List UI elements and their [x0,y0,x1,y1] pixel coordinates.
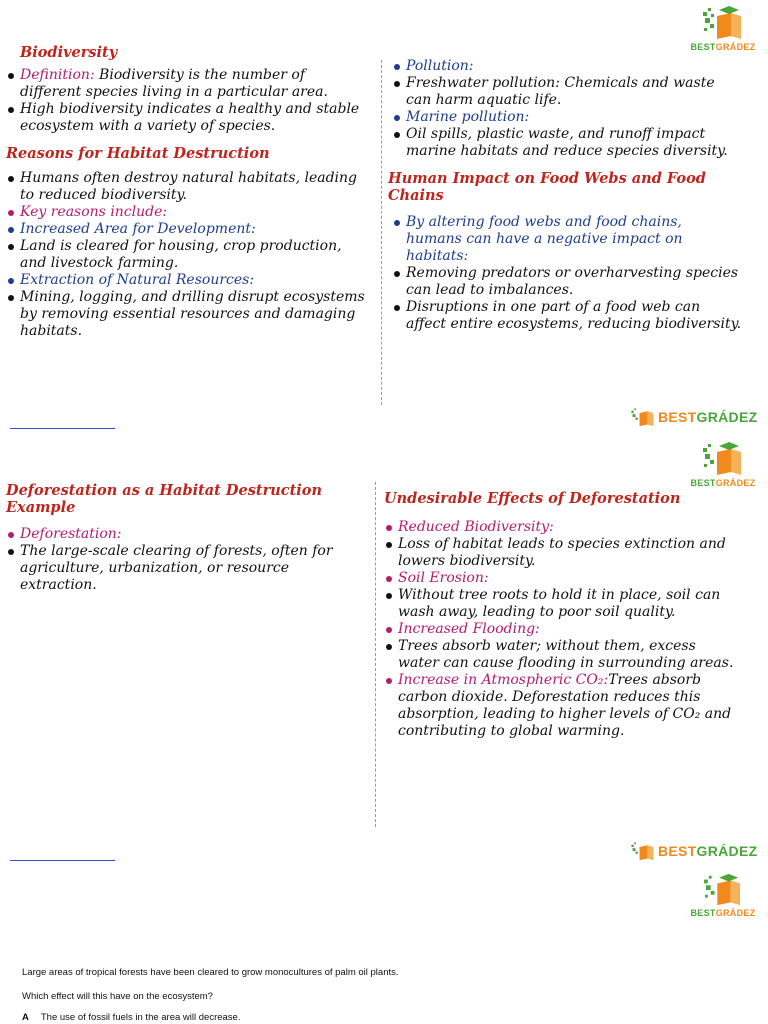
question-line-1: Large areas of tropical forests have been cleared to grow monocultures of palm oil plants. [22,967,399,978]
pollution-list [392,58,742,160]
deforestation-list [6,526,356,594]
brand-logo-footer-1 [630,406,757,428]
list-item: Increased Flooding: [384,621,734,638]
list-item: Humans often destroy natural habitats, leading to reduced biodiversity. [6,170,368,204]
co2-item [384,672,734,740]
list-item: Mining, logging, and drilling disrupt ecosystems by removing essential resources and damaging habitats. [6,289,368,340]
book-logo-icon [701,872,745,908]
brand-logo-footer-2 [630,840,757,862]
answer-option-a[interactable] [22,1012,240,1023]
book-logo-icon [630,406,656,428]
list-item: Trees absorb water; without them, excess water can cause flooding in surrounding areas. [384,638,734,672]
list-item: Removing predators or overharvesting species can lead to imbalances. [392,265,742,299]
option-letter: A [22,1012,29,1023]
reasons-heading: Reasons for Habitat Destruction [6,145,270,162]
brand-name: BESTGRÁDEZ [690,478,756,488]
list-item: Without tree roots to hold it in place, soil can wash away, leading to poor soil quality. [384,587,734,621]
page2-footer-rule [10,860,115,861]
list-item: Deforestation: [6,526,356,543]
page1-right-column [388,58,742,333]
biodiversity-heading: Biodiversity [20,44,118,61]
list-item: Disruptions in one part of a food web can affect entire ecosystems, reducing biodiversity. [392,299,742,333]
page1-left-column [6,44,368,340]
co2-text: Trees absorb carbon dioxide. Deforestation reduces this absorption, leading to higher levels of CO₂ and contributing to global warming. [398,672,732,739]
list-item: Land is cleared for housing, crop production, and livestock farming. [6,238,368,272]
brand-logo-page2 [683,440,763,488]
list-item: Loss of habitat leads to species extinction and lowers biodiversity. [384,536,734,570]
list-item: Key reasons include: [6,204,368,221]
book-logo-icon [701,4,745,42]
brand-logo-top [683,4,763,52]
list-item: Soil Erosion: [384,570,734,587]
list-item: The large-scale clearing of forests, often for agriculture, urbanization, or resource extraction. [6,543,356,594]
brand-name: BESTGRÁDEZ [658,843,758,859]
page1-divider [381,60,382,405]
page1-footer-rule [10,428,115,429]
brand-name: BESTGRÁDEZ [690,908,756,918]
definition-item [6,67,368,101]
effects-heading: Undesirable Effects of Deforestation [384,490,681,507]
brand-logo-page3 [683,872,763,918]
definition-text: Biodiversity is the number of different species living in a particular area. [20,67,328,100]
co2-label: Increase in Atmospheric CO₂: [398,672,609,688]
list-item: Increased Area for Development: [6,221,368,238]
list-item: High biodiversity indicates a healthy and stable ecosystem with a variety of species. [6,101,368,135]
option-text: The use of fossil fuels in the area will decrease. [40,1012,241,1023]
list-item: By altering food webs and food chains, humans can have a negative impact on habitats: [392,214,742,265]
list-item: Extraction of Natural Resources: [6,272,368,289]
reasons-list [6,170,368,340]
book-logo-icon [630,840,656,862]
page2-divider [375,482,376,827]
definition-label: Definition: [20,67,95,83]
question-line-2: Which effect will this have on the ecosystem? [22,991,213,1002]
list-item: Marine pollution: [392,109,742,126]
biodiversity-list [6,67,368,135]
list-item: Pollution: [392,58,742,75]
page2-right-column [384,490,734,740]
brand-name: BESTGRÁDEZ [658,409,758,425]
brand-name: BESTGRÁDEZ [690,42,756,52]
list-item: Oil spills, plastic waste, and runoff impact marine habitats and reduce species diversity. [392,126,742,160]
foodweb-list [392,214,742,333]
list-item: Reduced Biodiversity: [384,519,734,536]
foodweb-heading: Human Impact on Food Webs and Food Chains [388,170,706,204]
list-item: Freshwater pollution: Chemicals and waste can harm aquatic life. [392,75,742,109]
effects-list [384,519,734,740]
deforestation-heading: Deforestation as a Habitat Destruction Example [6,482,323,516]
book-logo-icon [701,440,745,478]
page2-left-column [6,482,356,594]
